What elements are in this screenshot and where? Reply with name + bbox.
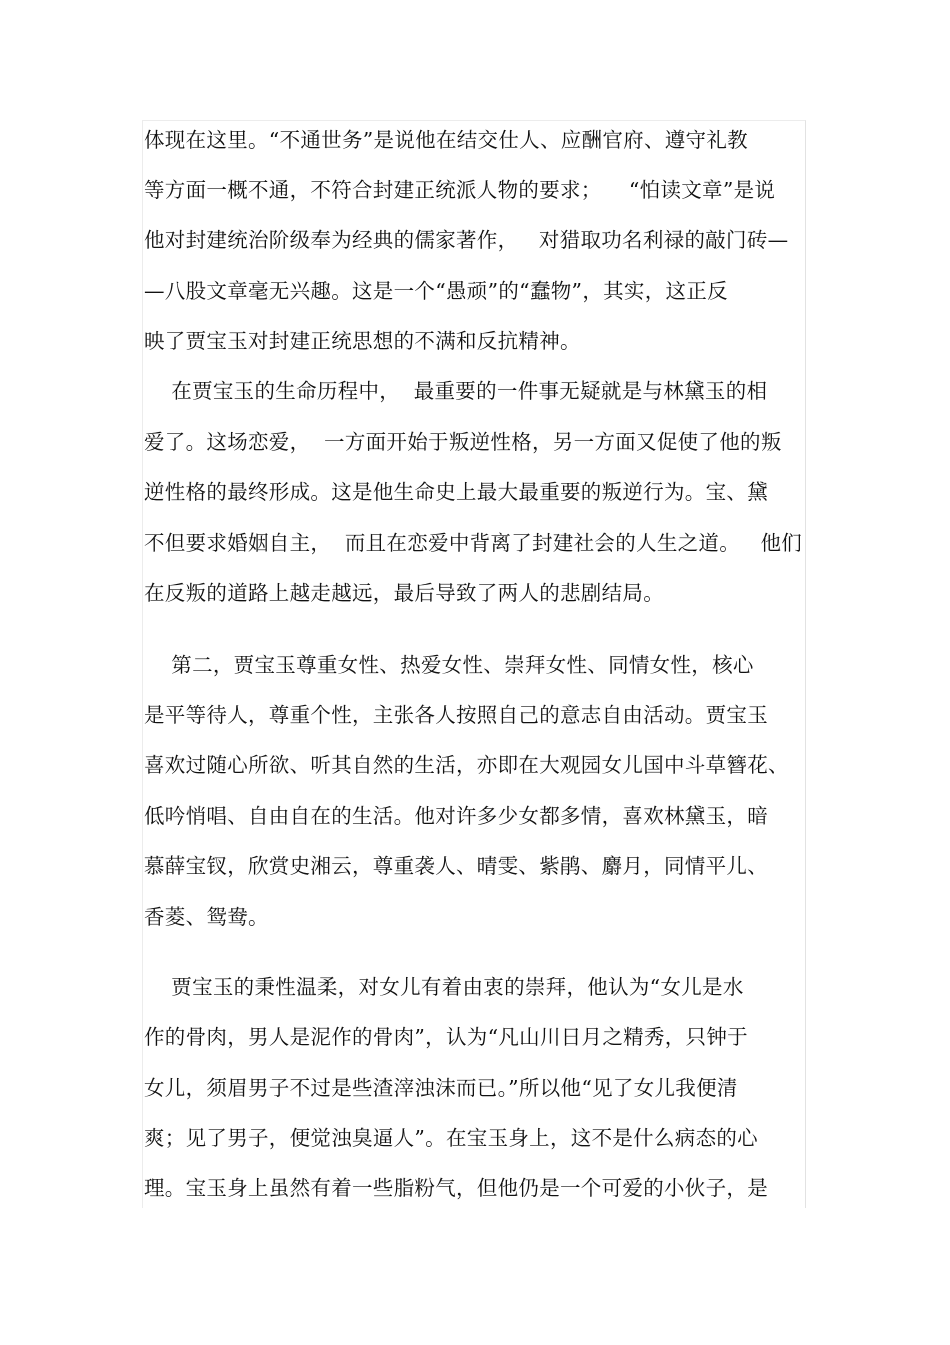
text-line: 在反叛的道路上越走越远，最后导致了两人的悲剧结局。 xyxy=(144,581,664,605)
text-line: 作的骨肉，男人是泥作的骨肉”，认为“凡山川日月之精秀，只钟于 xyxy=(144,1025,748,1049)
text-line: —八股文章毫无兴趣。这是一个“愚顽”的“蠢物”，其实，这正反 xyxy=(144,279,728,303)
text-line: 女儿，须眉男子不过是些渣滓浊沫而已。”所以他“见了女儿我便清 xyxy=(144,1076,738,1100)
text-line: 不但要求婚姻自主， 而且在恋爱中背离了封建社会的人生之道。 他们 xyxy=(144,531,803,555)
text-line: 是平等待人，尊重个性，主张各人按照自己的意志自由活动。贾宝玉 xyxy=(144,703,768,727)
text-line: 香菱、鸳鸯。 xyxy=(144,905,269,929)
text-line: 慕薛宝钗，欣赏史湘云，尊重袭人、晴雯、紫鹃、麝月，同情平儿、 xyxy=(144,854,768,878)
text-line: 等方面一概不通，不符合封建正统派人物的要求； “怕读文章”是说 xyxy=(144,178,776,202)
text-line: 在贾宝玉的生命历程中， 最重要的一件事无疑就是与林黛玉的相 xyxy=(144,379,768,403)
text-line: 理。宝玉身上虽然有着一些脂粉气，但他仍是一个可爱的小伙子，是 xyxy=(144,1176,768,1200)
text-line: 映了贾宝玉对封建正统思想的不满和反抗精神。 xyxy=(144,329,581,353)
text-line: 体现在这里。“不通世务”是说他在结交仕人、应酬官府、遵守礼教 xyxy=(144,128,748,152)
text-line: 爱了。这场恋爱， 一方面开始于叛逆性格，另一方面又促使了他的叛 xyxy=(144,430,782,454)
text-line: 低吟悄唱、自由自在的生活。他对许多少女都多情，喜欢林黛玉，暗 xyxy=(144,804,768,828)
text-line: 爽；见了男子，便觉浊臭逼人”。在宝玉身上，这不是什么病态的心 xyxy=(144,1126,758,1150)
text-line: 逆性格的最终形成。这是他生命史上最大最重要的叛逆行为。宝、黛 xyxy=(144,480,768,504)
text-line: 第二，贾宝玉尊重女性、热爱女性、崇拜女性、同情女性，核心 xyxy=(144,653,754,677)
text-line: 他对封建统治阶级奉为经典的儒家著作， 对猎取功名利禄的敲门砖— xyxy=(144,228,789,252)
text-line: 贾宝玉的秉性温柔，对女儿有着由衷的崇拜，他认为“女儿是水 xyxy=(144,975,744,999)
text-line: 喜欢过随心所欲、听其自然的生活，亦即在大观园女儿国中斗草簪花、 xyxy=(144,753,789,777)
